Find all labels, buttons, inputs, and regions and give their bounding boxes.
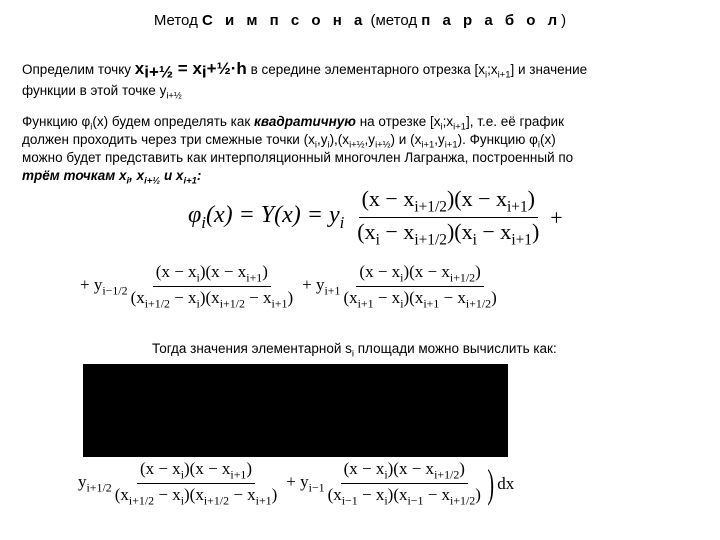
- lagrange-fraction-1: $\frac{(x - x_{i+1/2})(x - x_{i+1})}{(x_i - x_{i+1/2})(x_i - x_{i+1})}$: [357, 186, 540, 249]
- paragraph-area: Тогда значения элементарной $s_i$ площади можно вычислить как:: [152, 341, 557, 360]
- obscured-formula-image: [83, 364, 508, 457]
- area-fraction-2: $\frac{(x - x_i)(x - x_{i+1/2})}{(x_{i-1} - x_i)(x_{i-1} - x_{i+1/2})}$: [327, 459, 481, 508]
- formula-lagrange-part2: + $y_{i-1/2}$ $\frac{(x - x_i)(x - x_{i+1})}{(x_{i+1/2} - x_i)(x_{i+1/2} - x_{i+1})}$ + $y_{i+1}$ $\frac{(x - x_i)(x - x_{i+1/2})}{(x_{i+1} - x_i)(x_{i+1} - x_{i+1/2})}$: [80, 262, 640, 312]
- paragraph-function-line3: можно будет представить как интерполяционный многочлен Лагранжа, построенный по: [22, 150, 574, 165]
- paragraph-midpoint-line2: функции в этой точке $y_{i+\frac{1}{2}}$: [22, 83, 182, 102]
- lagrange-fraction-3: $\frac{(x - x_i)(x - x_{i+1/2})}{(x_{i+1} - x_i)(x_{i+1} - x_{i+1/2})}$: [343, 262, 497, 311]
- paragraph-function-line1: Функцию $\varphi_i(x)$ будем определять как квадратичную на отрезке $[x_i;x_{i+1}]$, т.е. её график: [22, 114, 564, 133]
- formula-lagrange-part1: $\varphi_i(x) = Y(x) = y_i$ $\frac{(x - x_{i+1/2})(x - x_{i+1})}{(x_i - x_{i+1/2})(x_i - x_{i+1})}$ +: [188, 186, 563, 249]
- paragraph-function-line4: трём точкам $x_i$, $x_{i+\frac{1}{2}}$ и $x_{i+1}$:: [22, 168, 202, 187]
- paragraph-function-line2: должен проходить через три смежные точки $(x_i,y_i),(x_{i+\frac{1}{2}},y_{i+\frac{1}{2}})$ и $(x_{i+1},y_{i+1})$. Функцию $\varphi_i(x)$: [22, 132, 556, 151]
- paragraph-midpoint: Определим точку $x_{i+\frac{1}{2}}$ = $x_i+\frac{1}{2}\cdot h$ в середине элементарного отрезка $[x_i;x_{i+1}]$ и значение: [22, 59, 588, 82]
- closing-parenthesis: ): [487, 460, 494, 506]
- lagrange-fraction-2: $\frac{(x - x_i)(x - x_{i+1})}{(x_{i+1/2} - x_i)(x_{i+1/2} - x_{i+1})}$: [130, 262, 294, 311]
- area-fraction-1: $\frac{(x - x_i)(x - x_{i+1})}{(x_{i+1/2} - x_i)(x_{i+1/2} - x_{i+1})}$: [114, 459, 278, 508]
- page-title: Метод С и м п с о н а (метод п а р а б о л): [153, 12, 567, 29]
- formula-area-integral: $y_{i+1/2}$ $\frac{(x - x_i)(x - x_{i+1})}{(x_{i+1/2} - x_i)(x_{i+1/2} - x_{i+1})}$ + $y_{i-1}$ $\frac{(x - x_i)(x - x_{i+1/2})}{(x_{i-1} - x_i)(x_{i-1} - x_{i+1/2})}$ ) dx: [78, 459, 515, 508]
